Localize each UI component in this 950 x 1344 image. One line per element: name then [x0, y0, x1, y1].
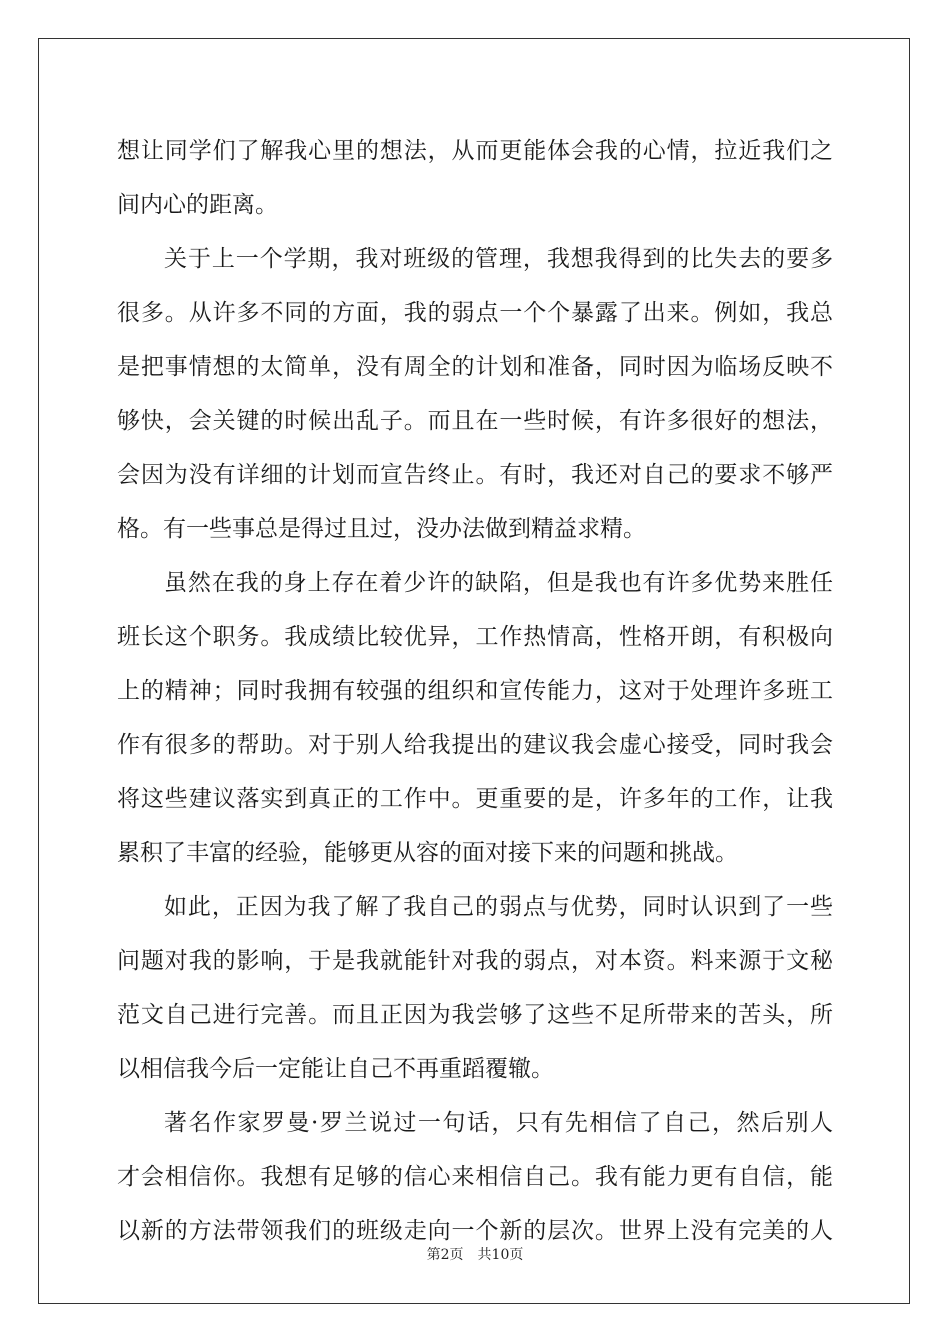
text-line: 作有很多的帮助。对于别人给我提出的建议我会虚心接受，同时我会 [117, 732, 833, 758]
text-line: 够快，会关键的时候出乱子。而且在一些时候，有许多很好的想法， [117, 408, 833, 434]
page-number: 第2页 [426, 1247, 464, 1263]
text-line: 上的精神；同时我拥有较强的组织和宣传能力，这对于处理许多班工 [117, 678, 833, 704]
page-total: 共10页 [477, 1247, 524, 1263]
text-line: 格。有一些事总是得过且过，没办法做到精益求精。 [117, 516, 646, 542]
text-line: 关于上一个学期，我对班级的管理，我想我得到的比失去的要多 [164, 246, 833, 272]
text-line: 班长这个职务。我成绩比较优异，工作热情高，性格开朗，有积极向 [117, 624, 833, 650]
text-line: 著名作家罗曼·罗兰说过一句话，只有先相信了自己，然后别人 [164, 1110, 833, 1136]
text-line: 范文自己进行完善。而且正因为我尝够了这些不足所带来的苦头，所 [117, 1002, 833, 1028]
text-line: 将这些建议落实到真正的工作中。更重要的是，许多年的工作，让我 [117, 786, 833, 812]
document-body [117, 124, 833, 1258]
text-line: 以新的方法带领我们的班级走向一个新的层次。世界上没有完美的人 [117, 1218, 833, 1244]
text-line: 虽然在我的身上存在着少许的缺陷，但是我也有许多优势来胜任 [164, 570, 833, 596]
page-footer [0, 1244, 950, 1264]
text-line: 很多。从许多不同的方面，我的弱点一个个暴露了出来。例如，我总 [117, 300, 833, 326]
text-line: 问题对我的影响，于是我就能针对我的弱点，对本资。料来源于文秘 [117, 948, 833, 974]
text-line: 间内心的距离。 [117, 192, 278, 218]
text-line: 如此，正因为我了解了我自己的弱点与优势，同时认识到了一些 [164, 894, 833, 920]
text-line: 是把事情想的太简单，没有周全的计划和准备，同时因为临场反映不 [117, 354, 833, 380]
text-line: 会因为没有详细的计划而宣告终止。有时，我还对自己的要求不够严 [117, 462, 833, 488]
text-line: 才会相信你。我想有足够的信心来相信自己。我有能力更有自信，能 [117, 1164, 833, 1190]
text-line: 想让同学们了解我心里的想法，从而更能体会我的心情，拉近我们之 [117, 138, 833, 164]
text-line: 累积了丰富的经验，能够更从容的面对接下来的问题和挑战。 [117, 840, 738, 866]
text-line: 以相信我今后一定能让自己不再重蹈覆辙。 [117, 1056, 554, 1082]
